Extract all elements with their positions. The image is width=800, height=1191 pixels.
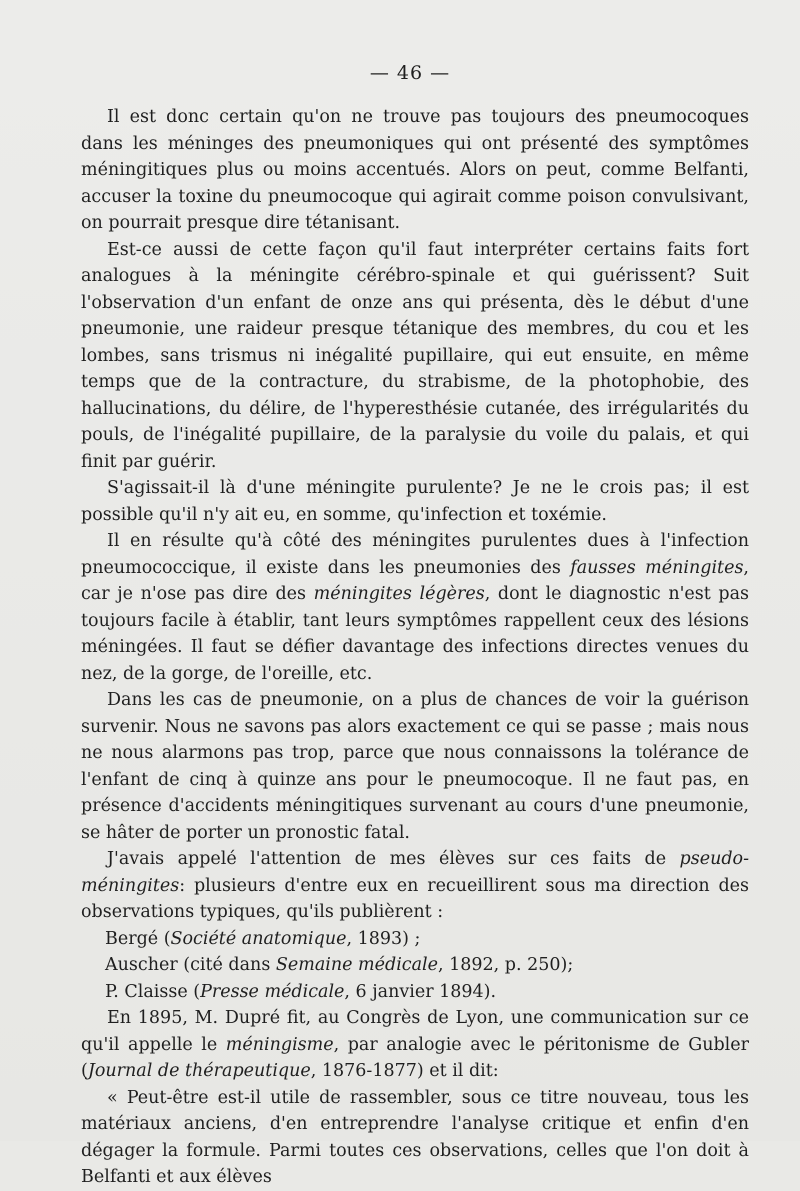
journal-title: Société anatomique bbox=[170, 928, 347, 949]
text-run: , 1893) ; bbox=[346, 928, 421, 949]
text-run: , 1892, p. 250); bbox=[437, 955, 574, 975]
paragraph: S'agissait-il là d'une méningite purulente? Je ne le crois pas; il est possible qu'il n'y ait eu, en somme, qu'infection et toxémie. bbox=[81, 478, 749, 525]
text-run: Bergé ( bbox=[105, 928, 171, 949]
journal-title: Presse médicale bbox=[200, 981, 345, 1002]
text-run: , car je n'ose pas dire des bbox=[81, 557, 749, 604]
reference-line bbox=[81, 952, 749, 979]
text-run: , 1876-1877) et il dit: bbox=[310, 1061, 499, 1081]
italic-term: méningisme bbox=[225, 1034, 334, 1055]
text-run: En 1895, M. Dupré fit, au Congrès de Lyon, une communication sur ce qu'il appelle le bbox=[81, 1008, 749, 1055]
body-text bbox=[81, 104, 749, 1191]
paragraph bbox=[81, 528, 749, 687]
italic-term: méningites légères bbox=[313, 584, 485, 604]
journal-title: Journal de thérapeutique bbox=[87, 1061, 311, 1081]
paragraph: Est-ce aussi de cette façon qu'il faut interpréter certains faits fort analogues à la méningite cérébro-spinale et qui guérissent? Suit l'observation d'un enfant de onze ans qui présenta, dès le début d'une pneumonie, une raideur presque tétanique des membres, du cou et les lombes, sans trismus ni inégalité pupillaire, qui eut ensuite, en même temps que de la contracture, du strabisme, de la photophobie, des hallucinations, du délire, de l'hyperesthésie cutanée, des irrégularités du pouls, de l'inégalité pupillaire, de la paralysie du voile du palais, et qui finit par guérir. bbox=[81, 239, 749, 472]
text-run: Auscher (cité dans bbox=[105, 955, 276, 975]
text-run: P. Claisse ( bbox=[105, 981, 201, 1002]
text-run: Il en résulte qu'à côté des méningites purulentes dues à l'infection pneumococcique, il existe dans les pneumonies des bbox=[81, 531, 749, 578]
text-run: : plusieurs d'entre eux en recueillirent sous ma direction des observations typiques, qu'ils publièrent : bbox=[81, 875, 749, 922]
text-run: , par analogie avec le péritonisme de Gubler ( bbox=[81, 1034, 749, 1081]
reference-line bbox=[81, 979, 749, 1006]
paragraph: Dans les cas de pneumonie, on a plus de chances de voir la guérison survenir. Nous ne savons pas alors exactement ce qui se passe ; mais nous ne nous alarmons pas trop, parce que nous connaissons la tolérance de l'enfant de cinq à quinze ans pour le pneumocoque. Il ne faut pas, en présence d'accidents méningitiques survenant au cours d'une pneumonie, se hâter de porter un pronostic fatal. bbox=[81, 690, 749, 843]
text-run: , 6 janvier 1894). bbox=[344, 981, 497, 1002]
paragraph bbox=[81, 846, 749, 926]
text-run: , dont le diagnostic n'est pas toujours facile à établir, tant leurs symptômes rappellent ceux des lésions méningées. Il faut se défier davantage des infections directes venues du nez, de la gorge, de l'oreille, etc. bbox=[81, 584, 749, 684]
reference-line bbox=[81, 926, 749, 953]
journal-title: Semaine médicale bbox=[275, 955, 438, 975]
paragraph: Il est donc certain qu'on ne trouve pas toujours des pneumocoques dans les méninges des pneumoniques qui ont présenté des symptômes méningitiques plus ou moins accentués. Alors on peut, comme Belfanti, accuser la toxine du pneumocoque qui agirait comme poison convulsivant, on pourrait presque dire tétanisant. bbox=[81, 107, 749, 233]
paragraph: « Peut-être est-il utile de rassembler, sous ce titre nouveau, tous les matériaux anciens, d'en entreprendre l'analyse critique et enfin d'en dégager la formule. Parmi toutes ces observations, celles que l'on doit à Belfanti et aux élèves bbox=[81, 1087, 749, 1187]
page-number: — 46 — bbox=[369, 62, 451, 84]
paragraph bbox=[81, 1005, 749, 1085]
italic-term: fausses méningites bbox=[570, 557, 744, 578]
text-run: J'avais appelé l'attention de mes élèves sur ces faits de bbox=[107, 849, 680, 869]
italic-term: pseudo-méningites bbox=[81, 849, 749, 896]
